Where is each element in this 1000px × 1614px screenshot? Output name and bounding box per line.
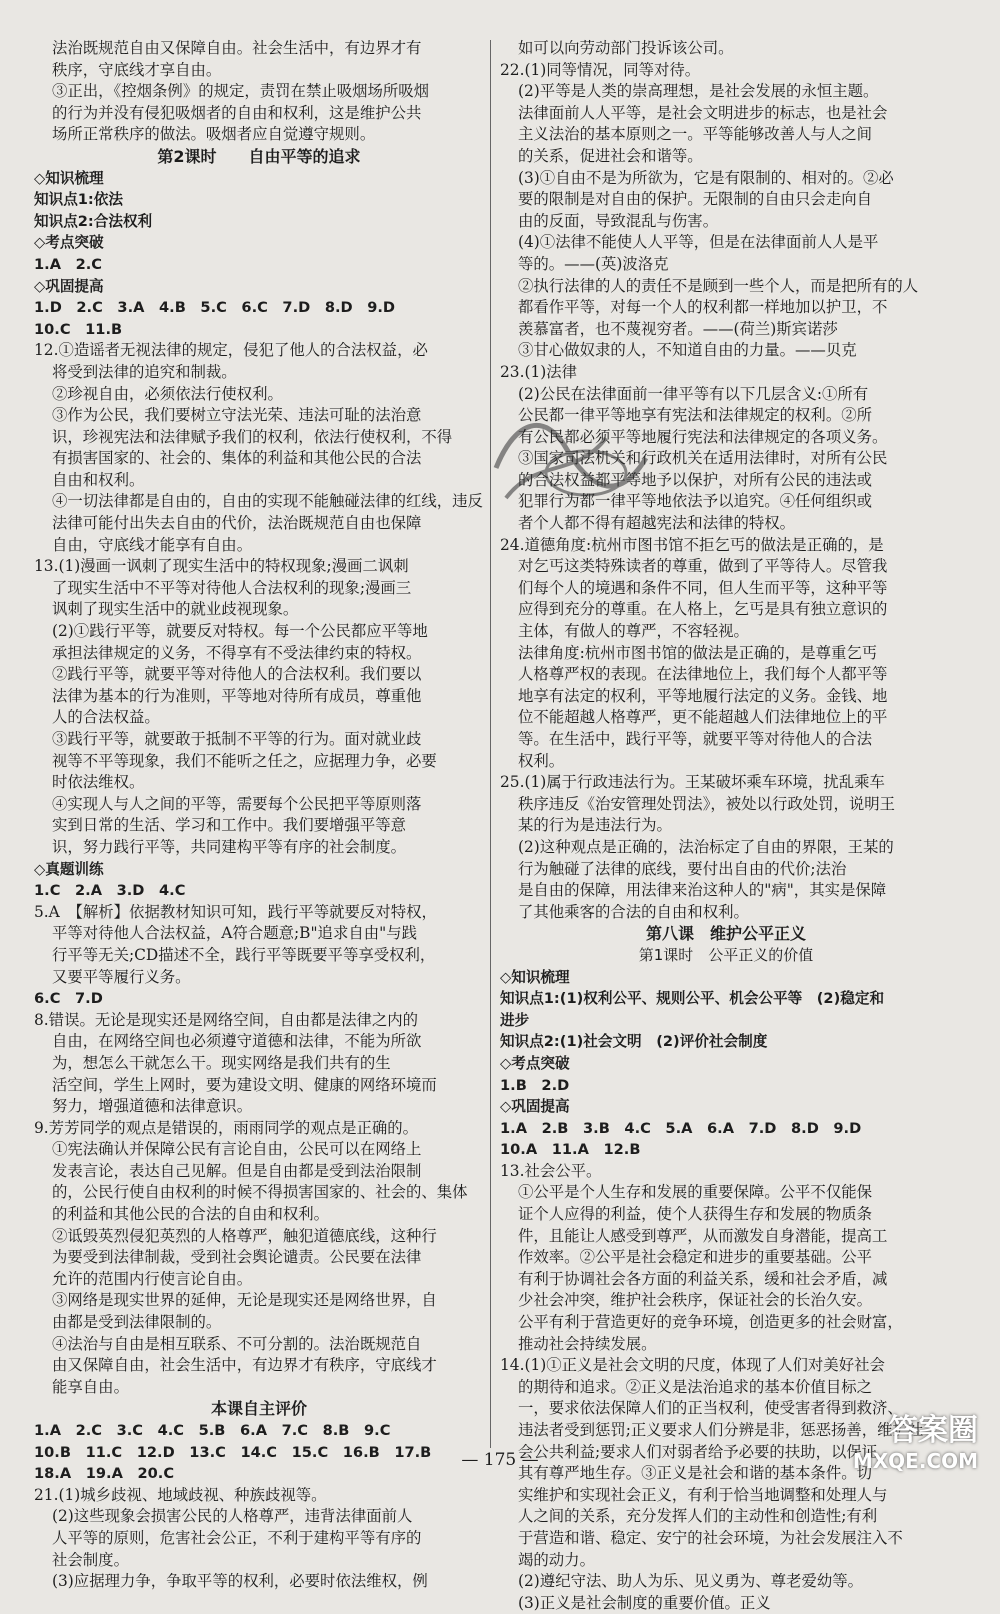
right-line: 证个人应得的利益，使个人获得生存和发展的物质条 — [518, 1205, 872, 1224]
left-line: (2)①践行平等，就要反对特权。每一个公民都应平等地 — [52, 622, 428, 641]
left-line: 法律可能付出失去自由的代价，法治既规范自由也保障 — [52, 514, 422, 533]
left-line: 5.A 【解析】依据教材知识可知，践行平等就要反对特权， — [34, 902, 437, 921]
right-line: 权利。 — [518, 751, 565, 770]
left-line: ②践行平等，就要平等对待他人的合法权利。我们要以 — [52, 665, 422, 684]
right-line: 对乞丐这类特殊读者的尊重，做到了平等待人。尽管我 — [518, 557, 888, 576]
left-line: 视等不平等现象，我们不能听之任之，应据理力争，必要 — [52, 751, 437, 770]
right-line: 等的。——(英)波洛克 — [518, 254, 669, 273]
left-line: 场所正常秩序的做法。吸烟者应自觉遵守规则。 — [52, 125, 376, 144]
left-line: 将受到法律的追究和制裁。 — [52, 362, 237, 381]
right-line: 某的行为是违法行为。 — [518, 816, 672, 835]
left-line: 13.(1)漫画一讽刺了现实生活中的特权现象;漫画二讽刺 — [34, 557, 409, 576]
right-line: (3)正义是社会制度的重要价值。正义 — [518, 1593, 771, 1612]
right-line: 主体，有做人的尊严，不容轻视。 — [518, 622, 749, 641]
left-line: 9.芳芳同学的观点是错误的，雨雨同学的观点是正确的。 — [34, 1118, 419, 1137]
right-line: 人格尊严权的表现。在法律地位上，我们每个人都平等 — [518, 665, 888, 684]
right-line: 实维护和实现社会正义，有利于恰当地调整和处理人与 — [518, 1485, 888, 1504]
right-line: 如可以向劳动部门投诉该公司。 — [518, 39, 734, 57]
right-line: 25.(1)属于行政违法行为。王某破坏乘车环境，扰乱乘车 — [500, 773, 885, 792]
right-line: 们每个人的境遇和条件不同，但人生而平等，这种平等 — [518, 578, 888, 597]
right-line: 法律面前人人平等，是社会文明进步的标志，也是社会 — [518, 103, 888, 122]
left-line: 1.C 2.A 3.D 4.C — [34, 882, 186, 900]
right-line: 地享有法定的权利，平等地履行法定的义务。金钱、地 — [518, 686, 888, 705]
right-line: 公民都一律平等地享有宪法和法律规定的权利。②所 — [518, 406, 872, 425]
page-number: — 175 — — [461, 1450, 539, 1470]
right-line: (2)遵纪守法、助人为乐、见义勇为、尊老爱幼等。 — [518, 1572, 864, 1591]
right-column — [500, 38, 952, 1614]
right-line: 第1课时 公平正义的价值 — [638, 945, 814, 964]
left-line: 自由，守底线才能享有自由。 — [52, 535, 253, 554]
column-divider — [490, 40, 491, 1448]
left-line: 为，想怎么干就怎么干。现实网络是我们共有的生 — [52, 1053, 391, 1072]
right-line: 羡慕富者，也不蔑视穷者。——(荷兰)斯宾诺莎 — [518, 319, 838, 338]
left-line: 第2课时 自由平等的追求 — [157, 146, 361, 166]
left-line: 的利益和其他公民的合法的自由和权利。 — [52, 1205, 330, 1224]
right-line: 作效率。②公平是社会稳定和进步的重要基础。公平 — [518, 1248, 872, 1267]
left-line: ③正出，《控烟条例》的规定，责罚在禁止吸烟场所吸烟 — [52, 82, 430, 101]
left-line: (2)这些现象会损害公民的人格尊严，违背法律面前人 — [52, 1507, 413, 1526]
left-line: 为要受到法律制裁，受到社会舆论谴责。公民要在法律 — [52, 1248, 422, 1267]
right-line: 知识点1:(1)权利公平、规则公平、机会公平等 (2)稳定和 — [500, 990, 885, 1008]
right-line: 于营造和谐、稳定、安宁的社会环境，为社会发展注入不 — [518, 1528, 903, 1547]
right-line: 违法者受到惩罚;正义要求人们分辨是非，惩恶扬善，维护社 — [518, 1421, 924, 1439]
left-line: 活空间，学生上网时，要为建设文明、健康的网络环境而 — [52, 1075, 437, 1094]
right-line: ◇知识梳理 — [500, 968, 570, 986]
stamp-mark — [486, 398, 656, 528]
right-line: 会公共利益;要求人们对弱者给予必要的扶助，以保证 — [518, 1442, 878, 1461]
right-line: 22.(1)同等情况，同等对待。 — [500, 60, 701, 79]
left-line: 又要平等履行义务。 — [52, 967, 191, 986]
right-line: 秩序违反《治安管理处罚法》，被处以行政处罚，说明王 — [518, 794, 896, 813]
left-line: 法治既规范自由又保障自由。社会生活中，有边界才有 — [52, 39, 422, 57]
right-line: 要的限制是对自由的保护。无限制的自由只会走向自 — [518, 190, 872, 209]
left-line: ④实现人与人之间的平等，需要每个公民把平等原则落 — [52, 794, 422, 813]
right-line: 件，且能让人感受到尊严，从而激发自身潜能，提高工 — [518, 1226, 888, 1245]
right-line: ②执行法律的人的责任不是顾到一些个人，而是把所有的人 — [518, 276, 919, 295]
left-line: 社会制度。 — [52, 1550, 129, 1569]
right-line: 有公民都必须平等地履行宪法和法律规定的各项义务。 — [518, 427, 888, 446]
left-line: 有损害国家的、社会的、集体的利益和其他公民的合法 — [52, 449, 422, 468]
right-line: 位不能超越人格尊严，更不能超越人们法律地位上的平 — [518, 708, 888, 727]
right-line: 第八课 维护公平正义 — [645, 924, 806, 944]
left-line: 自由和权利。 — [52, 470, 145, 489]
right-line: 了其他乘客的合法的自由和权利。 — [518, 902, 749, 921]
left-line: ③践行平等，就要敢于抵制不平等的行为。面对就业歧 — [52, 730, 422, 748]
right-line: 10.A 11.A 12.B — [500, 1141, 641, 1159]
right-line: 推动社会持续发展。 — [518, 1334, 657, 1353]
left-line: 1.D 2.C 3.A 4.B 5.C 6.C 7.D 8.D 9.D — [34, 299, 396, 317]
right-line: 进步 — [500, 1011, 530, 1029]
left-line: 实到日常的生活、学习和工作中。我们要增强平等意 — [52, 816, 406, 835]
left-line: 18.A 19.A 20.C — [34, 1465, 175, 1483]
left-line: 的行为并没有侵犯吸烟者的自由和权利，这是维护公共 — [52, 103, 422, 122]
left-line: 21.(1)城乡歧视、地域歧视、种族歧视等。 — [34, 1485, 327, 1504]
left-line: 时依法维权。 — [52, 773, 145, 792]
left-line: 的，公民行使自由权利的时候不得损害国家的、社会的、集体 — [52, 1183, 468, 1202]
left-line: 由都是受到法律限制的。 — [52, 1313, 222, 1332]
left-line: ◇考点突破 — [34, 234, 104, 252]
left-line: ②珍视自由，必须依法行使权利。 — [52, 384, 283, 403]
right-line: 1.B 2.D — [500, 1076, 570, 1094]
left-line: 由又保障自由，社会生活中，有边界才有秩序，守底线才 — [52, 1356, 437, 1375]
right-line: 的关系，促进社会和谐等。 — [518, 146, 703, 165]
right-line: 1.A 2.B 3.B 4.C 5.A 6.A 7.D 8.D 9.D — [500, 1119, 862, 1137]
left-line: 人的合法权益。 — [52, 708, 160, 727]
left-line: 1.A 2.C — [34, 255, 102, 273]
right-line: 一，要求依法保障人们的正当权利，使受害者得到救济、 — [518, 1399, 903, 1418]
right-line: 14.(1)①正义是社会文明的尺度，体现了人们对美好社会 — [500, 1356, 885, 1375]
left-line: 人平等的原则，危害社会公正，不利于建构平等有序的 — [52, 1528, 422, 1547]
right-line: 是自由的保障，用法律来治这种人的"病"，其实是保障 — [518, 881, 887, 900]
watermark-logo — [853, 1405, 978, 1473]
right-line: 人之间的关系，充分发挥人们的主动性和创造性;有利 — [518, 1507, 878, 1526]
right-line: ◇巩固提高 — [500, 1098, 570, 1116]
left-line: 行平等无关;CD描述不全，践行平等既要平等享受权利， — [52, 945, 436, 964]
left-line: 平等对待他人合法权益，A符合题意;B"追求自由"与践 — [52, 924, 417, 943]
right-line: 公平有利于营造更好的竞争环境，创造更多的社会财富， — [518, 1313, 903, 1332]
right-line: 都看作平等，对每一个人的权利都一样地加以护卫，不 — [518, 298, 888, 317]
right-line: ①公平是个人生存和发展的重要保障。公平不仅能保 — [518, 1183, 872, 1202]
left-line: 法律为基本的行为准则，平等地对待所有成员，尊重他 — [52, 686, 422, 705]
left-line: 承担法律规定的义务，不得享有不受法律约束的特权。 — [52, 643, 422, 662]
right-line: 由的反面，导致混乱与伤害。 — [518, 211, 719, 230]
left-line: 努力，增强道德和法律意识。 — [52, 1097, 253, 1116]
right-line: 行为触碰了法律的底线，要付出自由的代价;法治 — [518, 859, 847, 878]
left-line: 知识点2:合法权利 — [34, 212, 153, 230]
left-line: 10.B 11.C 12.D 13.C 14.C 15.C 16.B 17.B — [34, 1443, 432, 1461]
left-line: 识，珍视宪法和法律赋予我们的权利，依法行使权利，不得 — [52, 427, 453, 446]
left-line: 6.C 7.D — [34, 990, 103, 1008]
right-line: 竭的动力。 — [518, 1550, 595, 1569]
left-line: 了现实生活中不平等对待他人合法权利的现象;漫画三 — [52, 578, 412, 597]
left-line: 讽刺了现实生活中的就业歧视现象。 — [52, 600, 299, 619]
right-line: ◇考点突破 — [500, 1054, 570, 1072]
right-line: ③国家司法机关和行政机关在适用法律时，对所有公民 — [518, 449, 888, 468]
right-line: (2)公民在法律面前一律平等有以下几层含义:①所有 — [518, 384, 869, 403]
right-line: 的合法权益都平等地予以保护，对所有公民的违法或 — [518, 470, 872, 489]
left-line: ④法治与自由是相互联系、不可分割的。法治既规范自 — [52, 1334, 422, 1353]
left-line: ④一切法律都是自由的，自由的实现不能触碰法律的红线，违反 — [52, 492, 483, 511]
right-line: ③甘心做奴隶的人，不知道自由的力量。——贝克 — [518, 341, 857, 360]
right-line: 13.社会公平。 — [500, 1161, 602, 1180]
left-line: ②诋毁英烈侵犯英烈的人格尊严，触犯道德底线，这种行 — [52, 1226, 437, 1245]
left-line: 知识点1:依法 — [34, 191, 123, 209]
right-line: 有利于协调社会各方面的利益关系，缓和社会矛盾，减 — [518, 1269, 888, 1288]
right-line: 的期待和追求。②正义是法治追求的基本价值目标之 — [518, 1377, 872, 1396]
right-line: (4)①法律不能使人人平等，但是在法律面前人人是平 — [518, 233, 879, 252]
watermark-title: 答案圈 — [888, 1413, 978, 1448]
left-line: ◇真题训练 — [34, 860, 104, 878]
left-column — [34, 38, 484, 1593]
left-line: (3)应据理力争，争取平等的权利，必要时依法维权，例 — [52, 1572, 428, 1591]
right-line: 知识点2:(1)社会文明 (2)评价社会制度 — [500, 1033, 768, 1051]
left-line: 允许的范围内行使言论自由。 — [52, 1269, 253, 1288]
right-line: 法律角度:杭州市图书馆的做法是正确的，是尊重乞丐 — [518, 643, 878, 662]
left-line: 8.错误。无论是现实还是网络空间，自由都是法律之内的 — [34, 1010, 419, 1029]
right-line: 应得到充分的尊重。在人格上，乞丐是具有独立意识的 — [518, 600, 888, 619]
right-line: 者个人都不得有超越宪法和法律的特权。 — [518, 514, 796, 533]
left-line: 1.A 2.C 3.C 4.C 5.B 6.A 7.C 8.B 9.C — [34, 1422, 391, 1439]
right-line: 24.道德角度:杭州市图书馆不拒乞丐的做法是正确的，是 — [500, 535, 884, 554]
right-line: (2)这种观点是正确的，法治标定了自由的界限，王某的 — [518, 837, 894, 856]
left-line: 12.①造谣者无视法律的规定，侵犯了他人的合法权益，必 — [34, 341, 428, 360]
watermark-url: MXQE.COM — [852, 1449, 978, 1473]
left-line: 发表言论，表达自己见解。但是自由都是受到法治限制 — [52, 1161, 422, 1180]
left-line: ◇知识梳理 — [34, 169, 104, 187]
right-line: 等。在生活中，践行平等，就要平等对待他人的合法 — [518, 730, 872, 748]
right-line: 犯罪行为都一律平等地依法予以追究。④任何组织或 — [518, 492, 872, 511]
right-line: (2)平等是人类的崇高理想，是社会发展的永恒主题。 — [518, 82, 879, 101]
right-line: 其有尊严地生存。③正义是社会和谐的基本条件。切 — [518, 1464, 872, 1483]
left-line: 自由，在网络空间也必须遵守道德和法律，不能为所欲 — [52, 1032, 422, 1051]
left-line: ③作为公民，我们要树立守法光荣、违法可耻的法治意 — [52, 406, 422, 425]
left-line: ◇巩固提高 — [34, 277, 104, 295]
left-line: ③网络是现实世界的延伸，无论是现实还是网络世界，自 — [52, 1291, 437, 1310]
right-line: 主义法治的基本原则之一。平等能够改善人与人之间 — [518, 125, 872, 144]
right-line: 少社会冲突，维护社会秩序，保证社会的长治久安。 — [518, 1291, 872, 1310]
right-line: (3)①自由不是为所欲为，它是有限制的、相对的。②必 — [518, 168, 894, 187]
left-line: 秩序，守底线才享自由。 — [52, 60, 222, 79]
left-line: 本课自主评价 — [210, 1399, 307, 1419]
left-line: 能享自由。 — [52, 1377, 129, 1396]
left-line: ①宪法确认并保障公民有言论自由，公民可以在网络上 — [52, 1140, 422, 1159]
left-line: 10.C 11.B — [34, 320, 123, 338]
right-line: 23.(1)法律 — [500, 362, 578, 381]
left-line: 识，努力践行平等，共同建构平等有序的社会制度。 — [52, 837, 406, 856]
